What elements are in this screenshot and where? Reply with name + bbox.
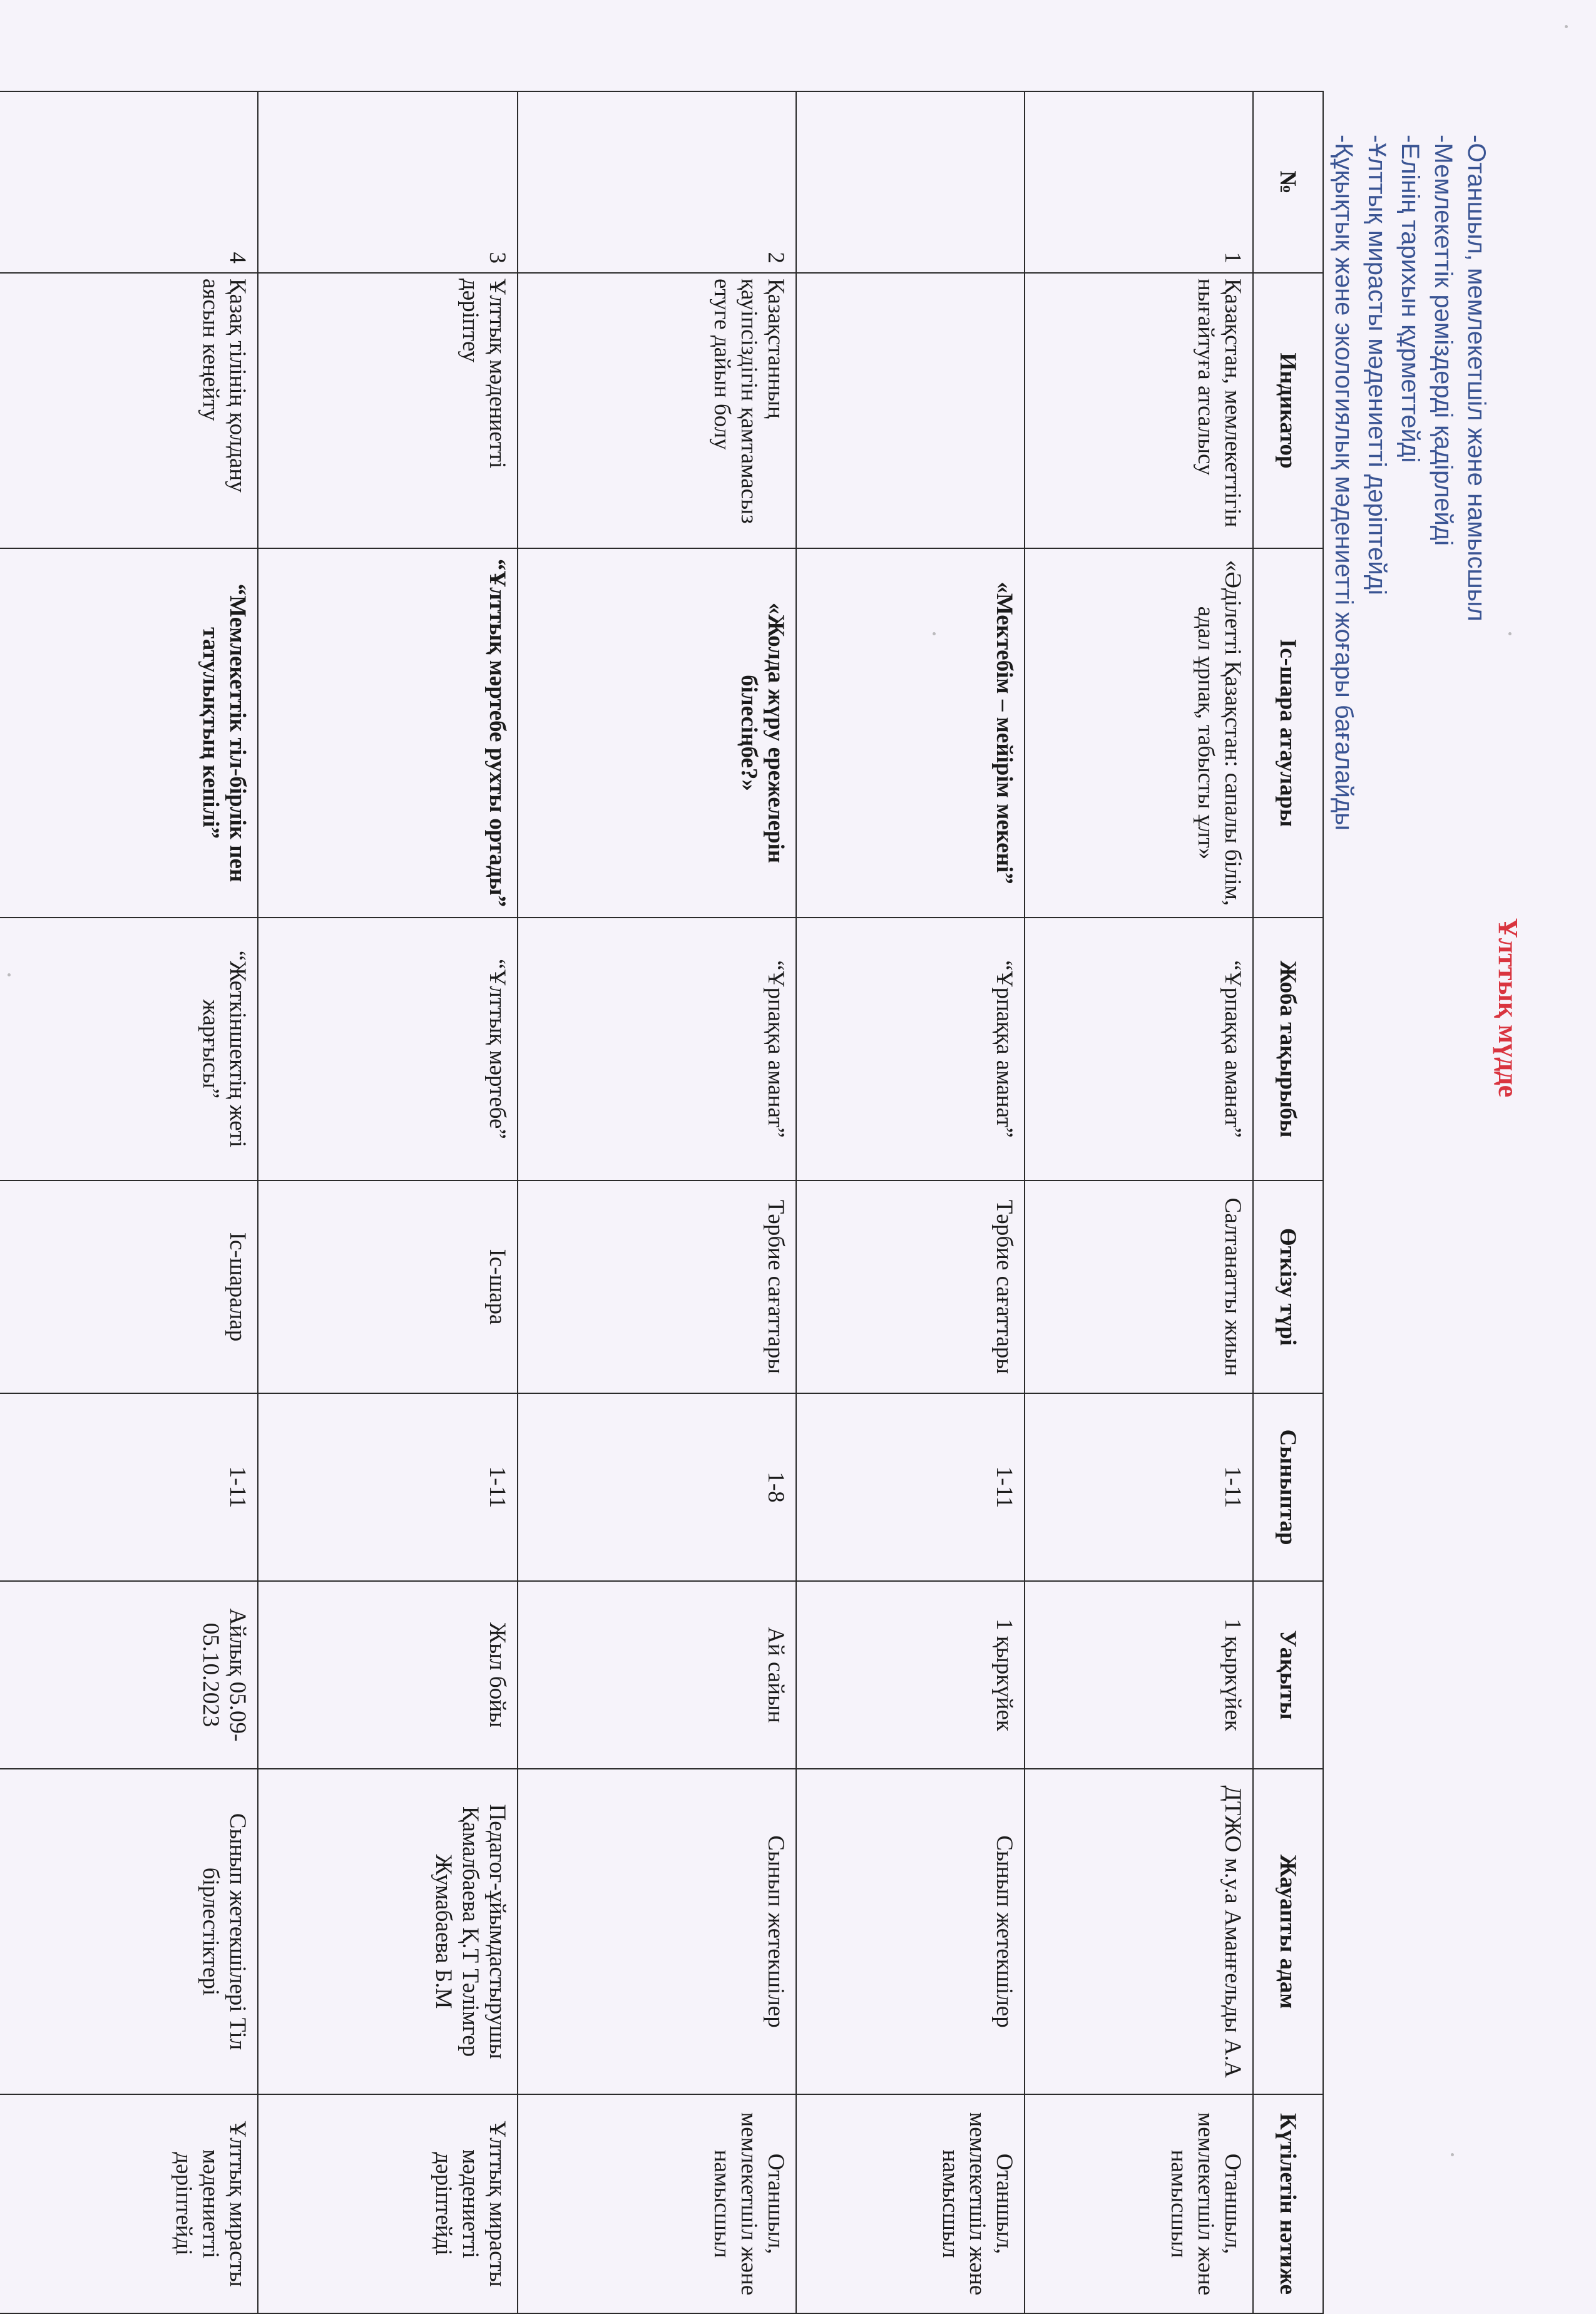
header-project: Жоба тақырыбы [1253, 918, 1323, 1180]
cell-format: Салтанатты жиын [1025, 1180, 1253, 1393]
cell-grades: 1-11 [0, 1393, 258, 1581]
cell-time: 1 қыркүйек [1025, 1581, 1253, 1769]
header-grades: Сыныптар [1253, 1393, 1323, 1581]
cell-format: Тәрбие сағаттары [796, 1180, 1025, 1393]
cell-num [796, 91, 1025, 273]
document-title: Ұлттық мүдде [1493, 918, 1523, 1098]
cell-project: “Ұрпаққа аманат” [1025, 918, 1253, 1180]
cell-event [258, 548, 518, 918]
cell-responsible: ДТЖО м.у.а Аманғельды А.А [1025, 1769, 1253, 2094]
cell-result: Отаншыл, мемлекетшіл және намысшыл [1025, 2094, 1253, 2313]
cell-indicator: Қазақстан, мемлекеттігін нығайтуға атсалысу [1025, 273, 1253, 548]
cell-project: “Ұрпаққа аманат” [796, 918, 1025, 1180]
activity-plan-table [0, 91, 1324, 2314]
cell-responsible: Сынып жетекшілер [796, 1769, 1025, 2094]
cell-num: 4 [0, 91, 258, 273]
cell-responsible: Сынып жетекшілер [518, 1769, 796, 2094]
goal-item: -Ұлттық мирасты мәдениетті дәріптейді [1363, 135, 1391, 595]
cell-grades: 1-11 [1025, 1393, 1253, 1581]
cell-result: Отаншыл, мемлекетшіл және намысшыл [796, 2094, 1025, 2313]
cell-result: Ұлттық мирасты мәдениетті дәріптейді [258, 2094, 518, 2313]
goal-item: -Құқықтық және экологиялық мәдениетті жоғары бағалайды [1330, 135, 1358, 831]
header-responsible: Жауапты адам [1253, 1769, 1323, 2094]
goals-list [1327, 135, 1493, 831]
cell-time: 1 қыркүйек [796, 1581, 1025, 1769]
cell-indicator [796, 273, 1025, 548]
header-time: Уақыты [1253, 1581, 1323, 1769]
goal-item: -Елінің тарихын құрметтейді [1396, 135, 1424, 463]
event-title: “Ұлттық мәртебе рухты ортады” [484, 558, 510, 908]
cell-grades: 1-11 [258, 1393, 518, 1581]
cell-indicator: Қазақстанның қауіпсіздігін қамтамасыз етуге дайын болу [518, 273, 796, 548]
cell-grades: 1-11 [796, 1393, 1025, 1581]
event-title: «Жолда жүру ережелерін білесіңбе?» [736, 602, 789, 864]
cell-responsible: Педагог-ұйымдастырушы Қамалбаева Қ.Т Тәлімгер Жумабаева Б.М [258, 1769, 518, 2094]
cell-time: Айлық 05.09-05.10.2023 [0, 1581, 258, 1769]
table-header-row [1253, 91, 1323, 2313]
cell-indicator: Ұлттық мәдениетті дәріптеу [258, 273, 518, 548]
table-row [0, 91, 258, 2313]
cell-event [518, 548, 796, 918]
cell-format: Іс-шаралар [0, 1180, 258, 1393]
event-title: «Мектебім – мейірім мекені” [991, 581, 1017, 884]
header-format: Өткізу түрі [1253, 1180, 1323, 1393]
cell-event: «Әділетті Қазақстан: сапалы білім, адал ұрпақ, табысты ұлт» [1025, 548, 1253, 918]
cell-time: Жыл бойы [258, 1581, 518, 1769]
cell-project: “Ұлттық мәртебе” [258, 918, 518, 1180]
cell-format: Іс-шара [258, 1180, 518, 1393]
header-event: Іс-шара атаулары [1253, 548, 1323, 918]
cell-num: 3 [258, 91, 518, 273]
cell-project: “Жеткіншектің жеті жарғысы” [0, 918, 258, 1180]
goal-item: -Мемлекеттік рәміздерді қадірлейді [1430, 135, 1457, 546]
cell-format: Тәрбие сағаттары [518, 1180, 796, 1393]
cell-event [0, 548, 258, 918]
cell-project: “Ұрпаққа аманат” [518, 918, 796, 1180]
cell-num: 2 [518, 91, 796, 273]
cell-event [796, 548, 1025, 918]
table-row [796, 91, 1025, 2313]
cell-num: 1 [1025, 91, 1253, 273]
cell-indicator: Қазақ тілінің қолдану аясын кеңейту [0, 273, 258, 548]
event-title: “Мемлекеттік тіл-бірлік пен татулықтың кепілі” [198, 583, 250, 883]
cell-result: Отаншыл, мемлекетшіл және намысшыл [518, 2094, 796, 2313]
header-num: № [1253, 91, 1323, 273]
cell-result: Ұлттық мирасты мәдениетті дәріптейді [0, 2094, 258, 2313]
cell-grades: 1-8 [518, 1393, 796, 1581]
cell-responsible: Сынып жетекшілері Тіл бірлестіктері [0, 1769, 258, 2094]
goal-item: -Отаншыл, мемлекетшіл және намысшыл [1463, 135, 1490, 622]
table-row [1025, 91, 1253, 2313]
header-indicator: Индикатор [1253, 273, 1323, 548]
cell-time: Ай сайын [518, 1581, 796, 1769]
header-result: Күтілетін нәтиже [1253, 2094, 1323, 2313]
table-row [518, 91, 796, 2313]
table-row [258, 91, 518, 2313]
